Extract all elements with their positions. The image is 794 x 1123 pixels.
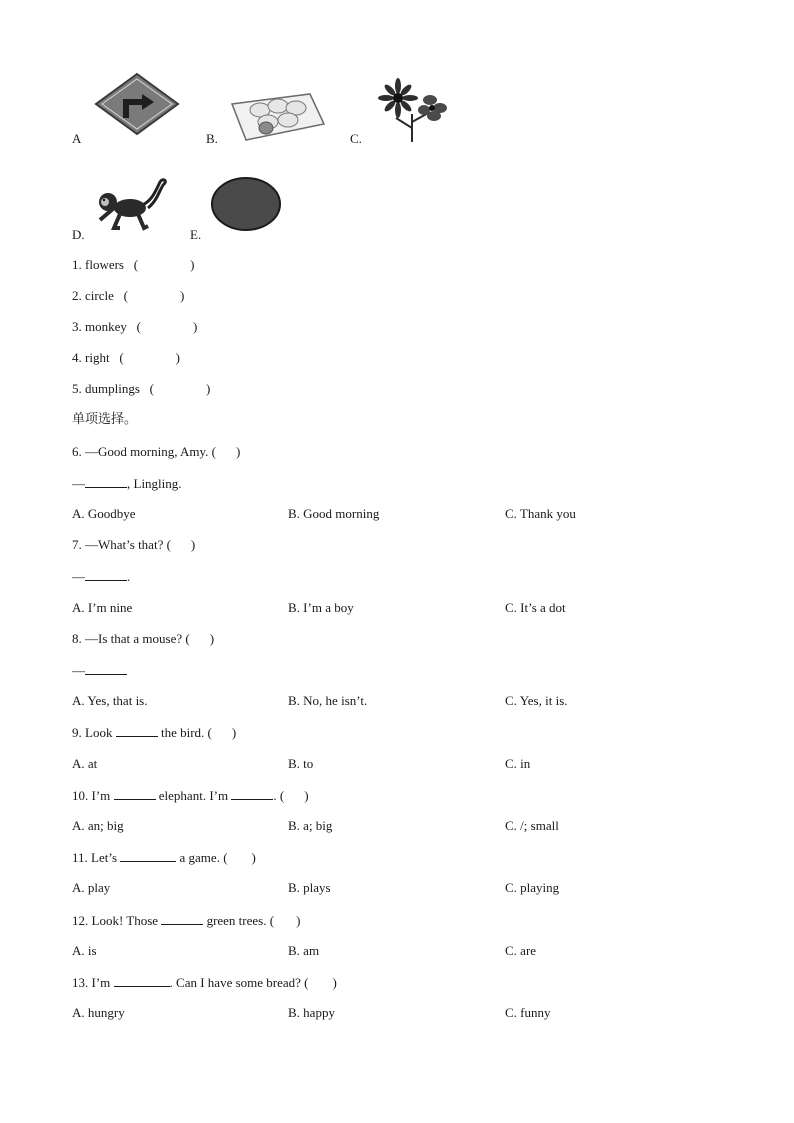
- option-8a[interactable]: A. Yes, that is.: [72, 693, 148, 708]
- question-8-reply: —: [72, 662, 127, 679]
- option-9b[interactable]: B. to: [288, 756, 314, 771]
- option-12b[interactable]: B. am: [288, 943, 320, 958]
- fill-blank[interactable]: [116, 724, 158, 737]
- option-10b[interactable]: B. a; big: [288, 818, 333, 833]
- question-13-stem: 13. I’m . Can I have some bread? ( ): [72, 975, 337, 990]
- option-11b[interactable]: B. plays: [288, 880, 331, 895]
- fill-blank[interactable]: [231, 787, 273, 800]
- match-number: 4.: [72, 350, 82, 365]
- match-number: 1.: [72, 257, 82, 272]
- option-8b[interactable]: B. No, he isn’t.: [288, 693, 368, 708]
- option-6b[interactable]: B. Good morning: [288, 506, 380, 521]
- match-number: 2.: [72, 288, 82, 303]
- turn-right-sign-icon: [94, 72, 180, 136]
- option-8c[interactable]: C. Yes, it is.: [505, 693, 568, 708]
- question-9-stem: 9. Look the bird. ( ): [72, 725, 237, 740]
- monkey-icon: [90, 176, 170, 234]
- picture-d-letter: D.: [72, 227, 85, 242]
- dumplings-icon: [226, 88, 326, 142]
- option-7a[interactable]: A. I’m nine: [72, 600, 133, 615]
- match-word: right: [85, 350, 110, 365]
- answer-bracket[interactable]: ( ): [127, 257, 195, 272]
- option-6c[interactable]: C. Thank you: [505, 506, 576, 521]
- match-word: circle: [85, 288, 114, 303]
- fill-blank[interactable]: [85, 475, 127, 488]
- option-10a[interactable]: A. an; big: [72, 818, 124, 833]
- section-title: 单项选择。: [72, 412, 138, 427]
- option-9c[interactable]: C. in: [505, 756, 531, 771]
- option-12a[interactable]: A. is: [72, 943, 97, 958]
- answer-bracket[interactable]: ( ): [143, 381, 211, 396]
- match-number: 3.: [72, 319, 82, 334]
- picture-e-letter: E.: [190, 227, 202, 242]
- match-word: dumplings: [85, 381, 140, 396]
- answer-bracket[interactable]: ( ): [112, 350, 180, 365]
- flowers-icon: [372, 78, 452, 144]
- picture-c: [372, 78, 452, 144]
- answer-bracket[interactable]: ( ): [130, 319, 198, 334]
- picture-d: [90, 176, 170, 234]
- picture-b: [226, 88, 326, 142]
- match-item-3: [72, 319, 197, 335]
- fill-blank[interactable]: [120, 849, 176, 862]
- question-8-stem: 8. —Is that a mouse? ( ): [72, 631, 215, 646]
- option-11c[interactable]: C. playing: [505, 880, 560, 895]
- option-13c[interactable]: C. funny: [505, 1005, 551, 1020]
- option-7b[interactable]: B. I’m a boy: [288, 600, 354, 615]
- option-13b[interactable]: B. happy: [288, 1005, 335, 1020]
- match-number: 5.: [72, 381, 82, 396]
- picture-c-letter: C.: [350, 131, 362, 146]
- option-11a[interactable]: A. play: [72, 880, 111, 895]
- option-13a[interactable]: A. hungry: [72, 1005, 125, 1020]
- question-6-reply: — , Lingling.: [72, 476, 182, 491]
- fill-blank[interactable]: [161, 912, 203, 925]
- picture-b-letter: B.: [206, 131, 218, 146]
- question-7-reply: — .: [72, 569, 131, 584]
- match-item-1: [72, 257, 194, 273]
- question-6-stem: 6. —Good morning, Amy. ( ): [72, 444, 241, 459]
- question-7-stem: 7. —What’s that? ( ): [72, 537, 196, 552]
- picture-a-letter: A: [72, 131, 82, 146]
- circle-icon: [210, 176, 282, 232]
- fill-blank[interactable]: [85, 662, 127, 675]
- match-word: monkey: [85, 319, 127, 334]
- option-9a[interactable]: A. at: [72, 756, 98, 771]
- option-7c[interactable]: C. It’s a dot: [505, 600, 566, 615]
- question-11-stem: 11. Let’s a game. ( ): [72, 850, 256, 865]
- picture-a: [94, 72, 180, 136]
- option-10c[interactable]: C. /; small: [505, 818, 559, 833]
- match-item-5: [72, 381, 210, 397]
- question-12-stem: 12. Look! Those green trees. ( ): [72, 913, 301, 928]
- fill-blank[interactable]: [114, 974, 170, 987]
- match-word: flowers: [85, 257, 124, 272]
- picture-e: [210, 176, 282, 232]
- question-10-stem: 10. I’m elephant. I’m . ( ): [72, 788, 309, 803]
- option-12c[interactable]: C. are: [505, 943, 537, 958]
- match-item-4: [72, 350, 180, 366]
- fill-blank[interactable]: [114, 787, 156, 800]
- match-item-2: [72, 288, 184, 304]
- fill-blank[interactable]: [85, 568, 127, 581]
- answer-bracket[interactable]: ( ): [117, 288, 185, 303]
- option-6a[interactable]: A. Goodbye: [72, 506, 136, 521]
